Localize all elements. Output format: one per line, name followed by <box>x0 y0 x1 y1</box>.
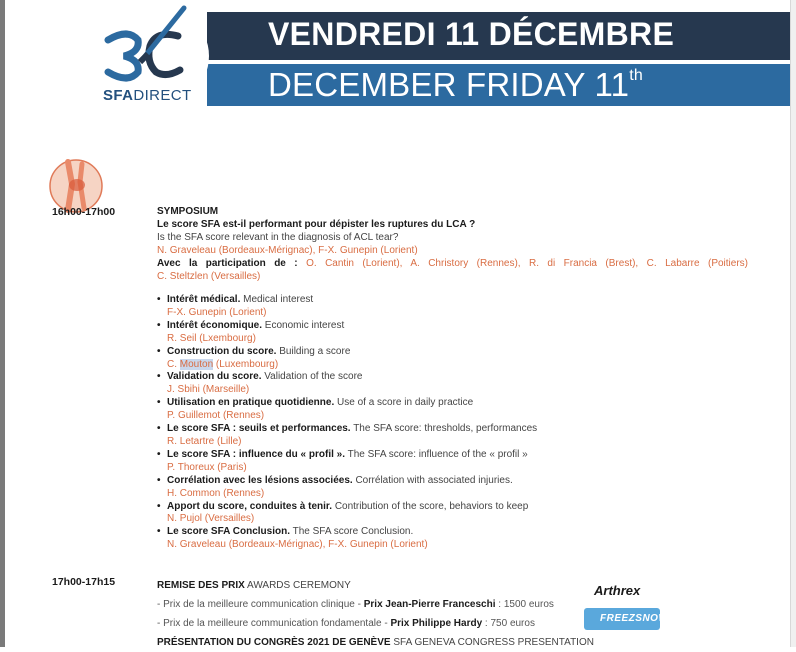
list-item-speaker: C. Mouton (Luxembourg) <box>167 358 279 370</box>
session-title-en: Is the SFA score relevant in the diagnosis of ACL tear? <box>157 231 399 243</box>
participation-line: Avec la participation de : O. Cantin (Lorient), A. Christory (Rennes), R. di Francia (Brest), C. Labarre (Poitiers) <box>157 257 748 269</box>
talk-list <box>157 294 537 552</box>
list-item: • Validation du score. Validation of the score <box>157 371 363 383</box>
session-symposium <box>157 206 748 283</box>
list-item: • Utilisation en pratique quotidienne. Use of a score in daily practice <box>157 397 474 409</box>
award-fundamental: - Prix de la meilleure communication fondamentale - Prix Philippe Hardy : 750 euros <box>157 618 535 629</box>
arthrex-logo: Arthrex <box>594 583 641 598</box>
text-selection: Mouton <box>179 358 214 370</box>
list-item-speaker: R. Letartre (Lille) <box>167 435 242 447</box>
session-chairs: N. Graveleau (Bordeaux-Mérignac), F-X. Gunepin (Lorient) <box>157 244 418 256</box>
list-item: • Corrélation avec les lésions associées. Corrélation with associated injuries. <box>157 474 513 486</box>
page-title-en: DECEMBER FRIDAY 11th <box>268 66 643 103</box>
list-item-speaker: N. Pujol (Versailles) <box>167 513 255 525</box>
list-item-speaker: N. Graveleau (Bordeaux-Mérignac), F-X. Gunepin (Lorient) <box>167 539 428 551</box>
award-clinical: - Prix de la meilleure communication clinique - Prix Jean-Pierre Franceschi : 1500 euros <box>157 599 554 610</box>
session-type: SYMPOSIUM <box>157 206 219 217</box>
page-title-fr: VENDREDI 11 DÉCEMBRE <box>268 16 675 52</box>
session-time: 17h00-17h15 <box>52 576 116 588</box>
list-item-speaker: R. Seil (Lxembourg) <box>167 332 256 344</box>
list-item: • Apport du score, conduites à tenir. Contribution of the score, behaviors to keep <box>157 500 529 512</box>
list-item: • Le score SFA Conclusion. The SFA score Conclusion. <box>157 526 414 538</box>
participation-line-2: C. Steltzlen (Versailles) <box>157 270 261 282</box>
session-time: 16h00-17h00 <box>52 206 116 218</box>
list-item-speaker: P. Guillemot (Rennes) <box>167 410 265 422</box>
list-item-speaker: H. Common (Rennes) <box>167 487 265 499</box>
list-item-speaker: P. Thoreux (Paris) <box>167 461 247 473</box>
list-item-speaker: J. Sbihi (Marseille) <box>167 384 250 396</box>
geneva-presentation: PRÉSENTATION DU CONGRÈS 2021 DE GENÈVE SFA GENEVA CONGRESS PRESENTATION <box>157 637 594 648</box>
list-item: • Construction du score. Building a score <box>157 345 351 357</box>
freezsnow-logo: FREEZSNOW <box>584 608 660 630</box>
list-item-speaker: F-X. Gunepin (Lorient) <box>167 306 267 318</box>
left-frame-border <box>0 0 5 647</box>
awards-title: REMISE DES PRIX AWARDS CEREMONY <box>157 580 351 591</box>
session-title-fr: Le score SFA est-il performant pour dépister les ruptures du LCA ? <box>157 218 476 230</box>
list-item: • Le score SFA : influence du « profil ». The SFA score: influence of the « profil » <box>157 448 528 460</box>
list-item: • Intérêt médical. Medical interest <box>157 294 314 305</box>
brand-name: SFADIRECT <box>103 87 192 104</box>
list-item: • Intérêt économique. Economic interest <box>157 319 345 331</box>
session-awards <box>157 576 594 652</box>
right-scrollbar[interactable] <box>790 0 796 647</box>
list-item: • Le score SFA : seuils et performances. The SFA score: thresholds, performances <box>157 423 538 435</box>
